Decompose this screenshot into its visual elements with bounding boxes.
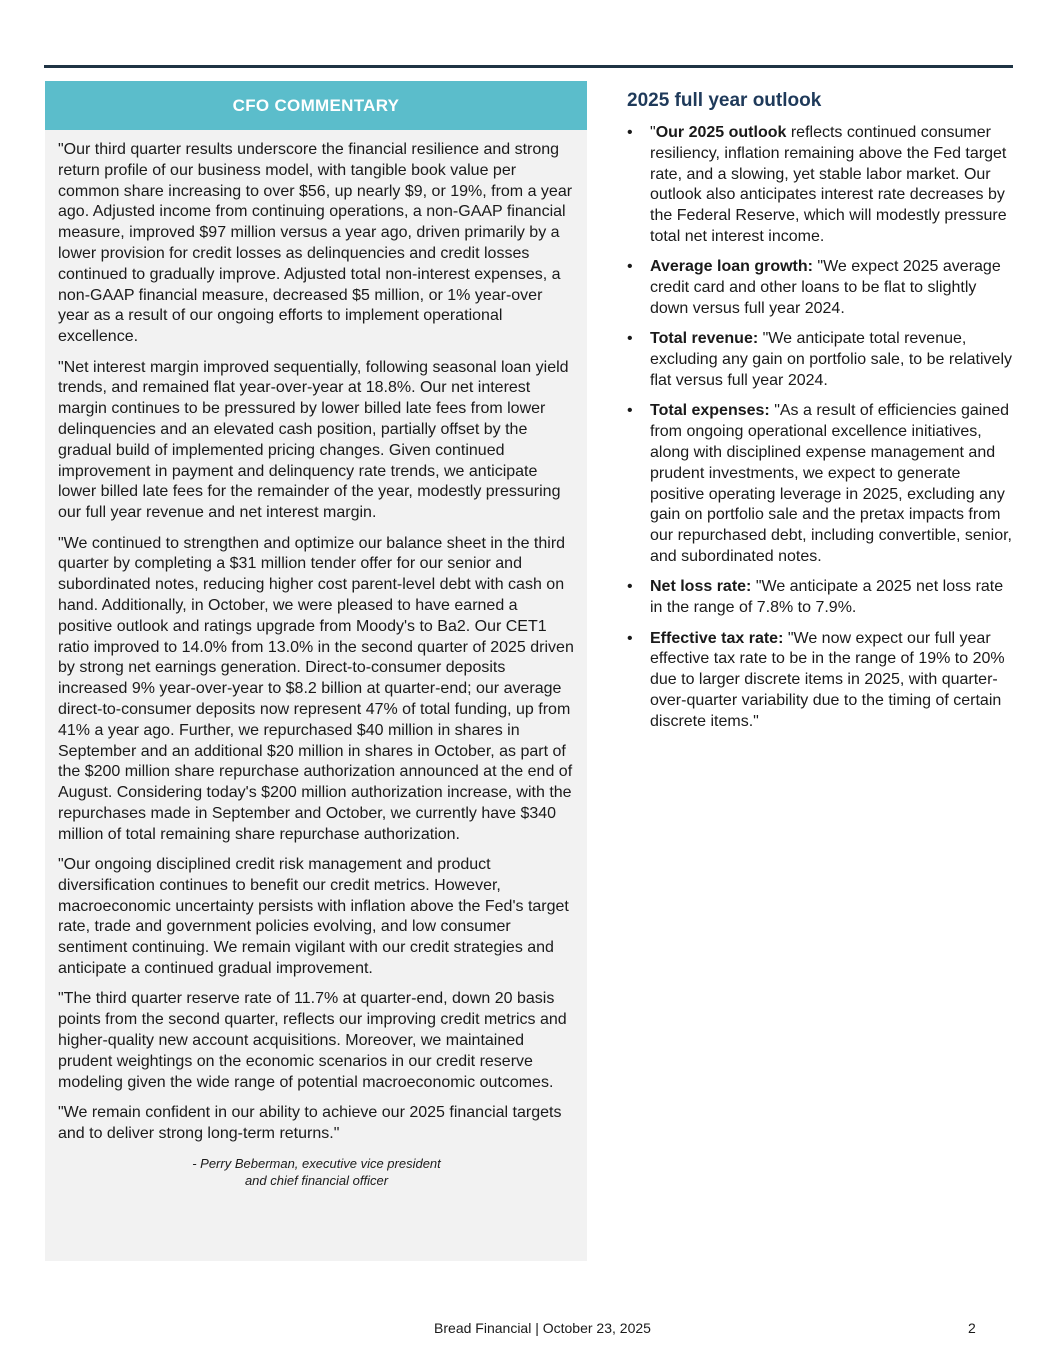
cfo-paragraph: "Net interest margin improved sequentially, following seasonal loan yield trends, and remained flat year-over-year at 18.8%. Our net interest margin continues to be pressured by lower billed late fees from lower delinquencies and an elevated cash position, partially offset by the gradual build of implemented pricing changes. Given continued improvement in payment and delinquency rate trends, we anticipate lower billed late fees for the remainder of the year, modestly pressuring our full year revenue and net interest margin. bbox=[58, 358, 569, 522]
outlook-item-lead: Net loss rate: bbox=[650, 578, 752, 596]
cfo-paragraph: "Our ongoing disciplined credit risk management and product diversification continues to benefit our credit metrics. However, macroeconomic uncertainty persists with inflation above the Fed's target rate, trade and government policies evolving, and low consumer sentiment continuing. We remain vigilant with our credit strategies and anticipate a continued gradual improvement. bbox=[58, 856, 569, 978]
bullet-marker: • bbox=[627, 402, 633, 420]
outlook-title: 2025 full year outlook bbox=[627, 90, 822, 111]
outlook-item bbox=[627, 257, 1017, 319]
outlook-item-text: "We now expect our full year effective tax rate to be in the range of 19% to 20% due to larger discrete items in 2025, with quarter-over-quarter variability due to the timing of certain discrete items." bbox=[650, 629, 1005, 730]
bullet-marker: • bbox=[627, 330, 633, 348]
outlook-item bbox=[627, 629, 1017, 733]
outlook-item-text: "We anticipate a 2025 net loss rate in the range of 7.8% to 7.9%. bbox=[650, 578, 1004, 617]
top-divider bbox=[44, 65, 1013, 68]
cfo-attribution bbox=[58, 1155, 575, 1189]
outlook-item-text: "As a result of efficiencies gained from ongoing operational excellence initiatives, along with disciplined expense management and prudent investments, we expect to generate positive operating leverage in 2025, excluding any gain on portfolio sale and the pretax impacts from our repurchased debt, including convertible, senior, and subordinated notes. bbox=[650, 402, 1012, 565]
cfo-paragraph: "Our third quarter results underscore the financial resilience and strong return profile of our business model, with tangible book value per common share increasing to over $56, up nearly $9, or 19%, from a year ago. Adjusted income from continuing operations, a non-GAAP financial measure, improved $97 million versus a year ago, driven primarily by a lower provision for credit losses as delinquencies and credit losses continued to gradually improve. Adjusted total non-interest expenses, a non-GAAP financial measure, decreased $5 million, or 1% year-over year as a result of our ongoing efforts to implement operational excellence. bbox=[58, 141, 573, 346]
outlook-item-lead: Total expenses: bbox=[650, 402, 770, 420]
attribution-line: - Perry Beberman, executive vice president bbox=[192, 1155, 441, 1171]
cfo-paragraph: "The third quarter reserve rate of 11.7% at quarter-end, down 20 basis points from the second quarter, reflects our improving credit metrics and higher-quality new account acquisitions. Moreover, we maintained prudent weightings on the economic scenarios in our credit reserve modeling given the wide range of potential macroeconomic outcomes. bbox=[58, 990, 567, 1091]
outlook-item-text: "We expect 2025 average credit card and other loans to be flat to slightly down versus full year 2024. bbox=[650, 258, 1001, 317]
bullet-marker: • bbox=[627, 124, 633, 141]
cfo-paragraph: "We remain confident in our ability to achieve our 2025 financial targets and to deliver strong long-term returns." bbox=[58, 1104, 562, 1142]
outlook-item bbox=[627, 577, 1017, 619]
outlook-item-lead: Total revenue: bbox=[650, 330, 759, 348]
cfo-paragraph: "We continued to strengthen and optimize our balance sheet in the third quarter by completing a $31 million tender offer for our senior and subordinated notes, reducing higher cost parent-level debt with cash on hand. Additionally, in October, we were pleased to have earned a positive outlook and ratings upgrade from Moody's to Ba2. Our CET1 ratio improved to 14.0% from 13.0% in the second quarter of 2025 driven by strong net earnings generation. Direct-to-consumer deposits increased 9% year-over-year to $8.2 billion at quarter-end; our average direct-to-consumer deposits now represent 47% of total funding, up from 41% a year ago. Further, we repurchased $40 million in shares in September and an additional $20 million in shares in October, as part of the $200 million share repurchase authorization announced at the end of August. Considering today's $200 million authorization increase, with the repurchases made in September and October, we currently have $340 million of total remaining share repurchase authorization. bbox=[58, 534, 574, 843]
footer-company-date: Bread Financial | October 23, 2025 bbox=[434, 1320, 651, 1336]
outlook-item-text: "We anticipate total revenue, excluding any gain on portfolio sale, to be relatively flat versus full year 2024. bbox=[650, 330, 1012, 389]
outlook-section bbox=[627, 88, 1017, 742]
bullet-marker: • bbox=[627, 629, 633, 647]
outlook-item-lead: Average loan growth: bbox=[650, 258, 813, 276]
bullet-marker: • bbox=[627, 578, 633, 596]
cfo-commentary-panel bbox=[45, 81, 587, 1261]
outlook-item-text: reflects continued consumer resiliency, inflation remaining above the Fed target rate, and a slowing, yet stable labor market. Our outlook also anticipates interest rate decreases by the Federal Reserve, which will modestly pressure total net interest income. bbox=[650, 124, 1007, 245]
cfo-commentary-body bbox=[45, 130, 587, 1189]
attribution-line: and chief financial officer bbox=[244, 1172, 389, 1188]
outlook-item bbox=[627, 123, 1017, 248]
outlook-item bbox=[627, 401, 1017, 567]
outlook-item bbox=[627, 329, 1017, 391]
outlook-item-quote: " bbox=[650, 124, 656, 141]
outlook-item-lead: Effective tax rate: bbox=[650, 629, 784, 647]
cfo-commentary-header: CFO COMMENTARY bbox=[45, 81, 587, 130]
outlook-item-lead: Our 2025 outlook bbox=[655, 124, 787, 141]
page-number: 2 bbox=[968, 1320, 976, 1336]
bullet-marker: • bbox=[627, 258, 633, 276]
